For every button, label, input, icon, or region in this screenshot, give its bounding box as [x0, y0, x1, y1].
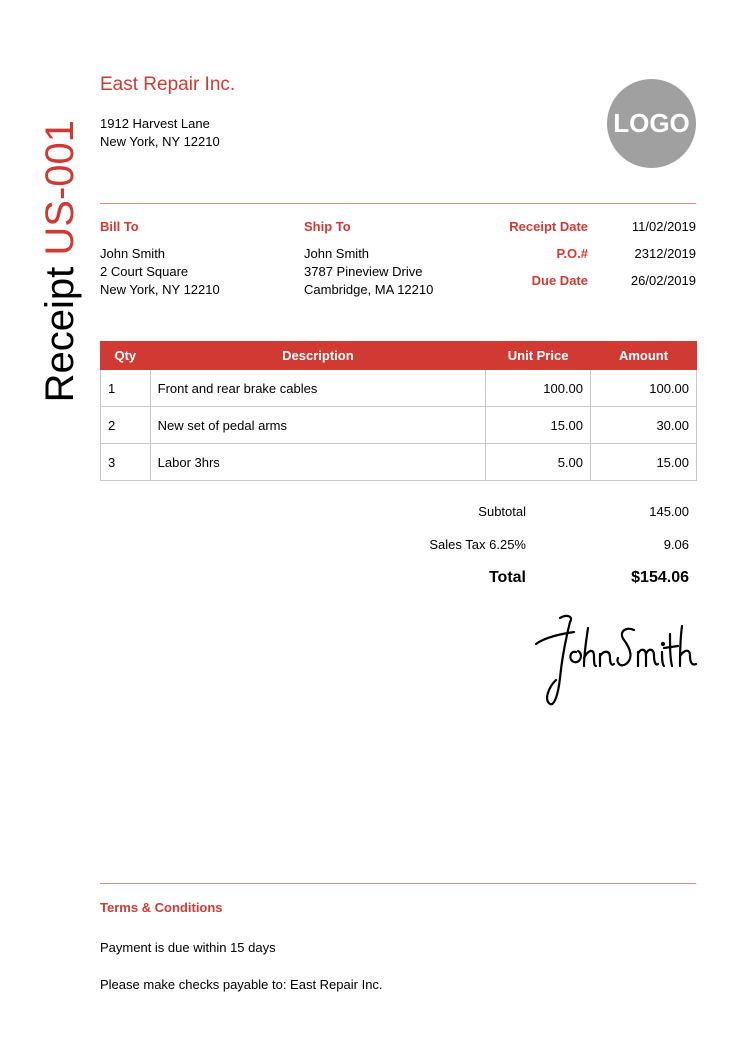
cell-qty: 1: [101, 370, 151, 407]
terms-line2: Please make checks payable to: East Repair Inc.: [100, 977, 383, 992]
header-amount: Amount: [591, 342, 697, 370]
total-label: Total: [488, 569, 526, 586]
subtotal-value: 145.00: [649, 504, 689, 519]
table-row: [101, 444, 697, 481]
table-header-row: [101, 342, 697, 370]
cell-description: New set of pedal arms: [150, 407, 486, 444]
bill-to-line2: New York, NY 12210: [100, 282, 220, 297]
receipt-title: [38, 120, 82, 405]
tax-label: Sales Tax 6.25%: [429, 537, 526, 552]
company-logo: [607, 79, 696, 168]
cell-unit-price: 100.00: [486, 370, 591, 407]
logo-text: LOGO: [613, 108, 690, 138]
ship-to-line1: 3787 Pineview Drive: [304, 264, 423, 279]
footer-divider: [100, 883, 696, 884]
ship-to-label: Ship To: [304, 219, 351, 234]
total-value: $154.06: [631, 569, 689, 586]
table-row: [101, 407, 697, 444]
ship-to-line2: Cambridge, MA 12210: [304, 282, 434, 297]
items-table: [100, 341, 697, 481]
header-unit-price: Unit Price: [486, 342, 591, 370]
cell-amount: 100.00: [591, 370, 697, 407]
cell-qty: 3: [101, 444, 151, 481]
ship-to-name: John Smith: [304, 246, 370, 261]
terms-title: Terms & Conditions: [100, 900, 223, 915]
header-qty: Qty: [101, 342, 151, 370]
receipt-date-label: Receipt Date: [509, 219, 588, 234]
cell-unit-price: 15.00: [486, 407, 591, 444]
company-address-line2: New York, NY 12210: [100, 134, 220, 149]
header-divider: [100, 203, 696, 204]
cell-description: Front and rear brake cables: [150, 370, 486, 407]
receipt-number: US-001: [38, 120, 82, 256]
table-row: [101, 370, 697, 407]
signature: [530, 608, 700, 718]
bill-to-name: John Smith: [100, 246, 166, 261]
po-label: P.O.#: [556, 246, 588, 261]
subtotal-label: Subtotal: [478, 504, 526, 519]
tax-value: 9.06: [663, 537, 689, 552]
header-description: Description: [150, 342, 486, 370]
company-address-line1: 1912 Harvest Lane: [100, 116, 210, 131]
cell-amount: 15.00: [591, 444, 697, 481]
bill-to-label: Bill To: [100, 219, 139, 234]
cell-unit-price: 5.00: [486, 444, 591, 481]
bill-to-line1: 2 Court Square: [100, 264, 189, 279]
po-value: 2312/2019: [634, 246, 696, 261]
receipt-title-word: Receipt: [38, 266, 82, 403]
due-date-label: Due Date: [531, 273, 588, 288]
company-name: East Repair Inc.: [100, 74, 236, 95]
cell-description: Labor 3hrs: [150, 444, 486, 481]
receipt-date-value: 11/02/2019: [631, 219, 696, 234]
cell-qty: 2: [101, 407, 151, 444]
terms-line1: Payment is due within 15 days: [100, 940, 276, 955]
due-date-value: 26/02/2019: [630, 273, 696, 288]
cell-amount: 30.00: [591, 407, 697, 444]
